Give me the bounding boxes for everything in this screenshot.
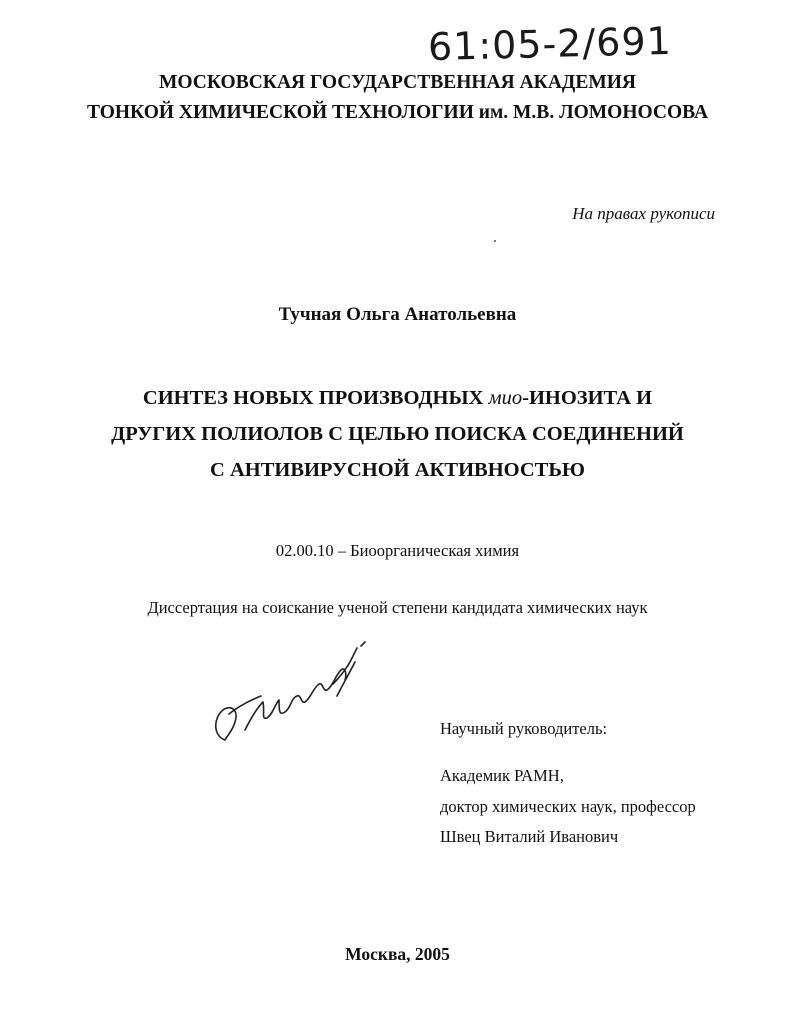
city-year: Москва, 2005 [345,944,450,964]
author-signature [205,640,385,750]
title-line-1-post: -ИНОЗИТА И [522,387,653,409]
advisor-name: Швец Виталий Иванович [440,827,619,846]
manuscript-note: На правах рукописи [572,204,715,223]
archive-stamp: 61:05-2/691 [427,18,673,70]
specialty-code: 02.00.10 – Биоорганическая химия [275,541,520,560]
title-line-1 [0,380,795,416]
title-line-3: С АНТИВИРУСНОЙ АКТИВНОСТЬЮ [210,459,585,481]
advisor-heading: Научный руководитель: [440,719,608,738]
advisor-rank: Академик РАМН, [440,766,564,785]
advisor-degree: доктор химических наук, профессор [440,797,696,816]
title-line-2: ДРУГИХ ПОЛИОЛОВ С ЦЕЛЬЮ ПОИСКА СОЕДИНЕНИЙ [111,423,684,445]
degree-statement: Диссертация на соискание ученой степени кандидата химических наук [147,598,648,617]
institution-line-1: МОСКОВСКАЯ ГОСУДАРСТВЕННАЯ АКАДЕМИЯ [159,72,636,93]
thesis-title [0,380,795,488]
title-line-1-italic: мио [488,387,523,409]
institution-line-2: ТОНКОЙ ХИМИЧЕСКОЙ ТЕХНОЛОГИИ им. М.В. ЛОМОНОСОВА [86,102,709,123]
author-name: Тучная Ольга Анатольевна [278,304,517,325]
speck [494,240,496,242]
title-line-1-pre: СИНТЕЗ НОВЫХ ПРОИЗВОДНЫХ [142,387,489,409]
